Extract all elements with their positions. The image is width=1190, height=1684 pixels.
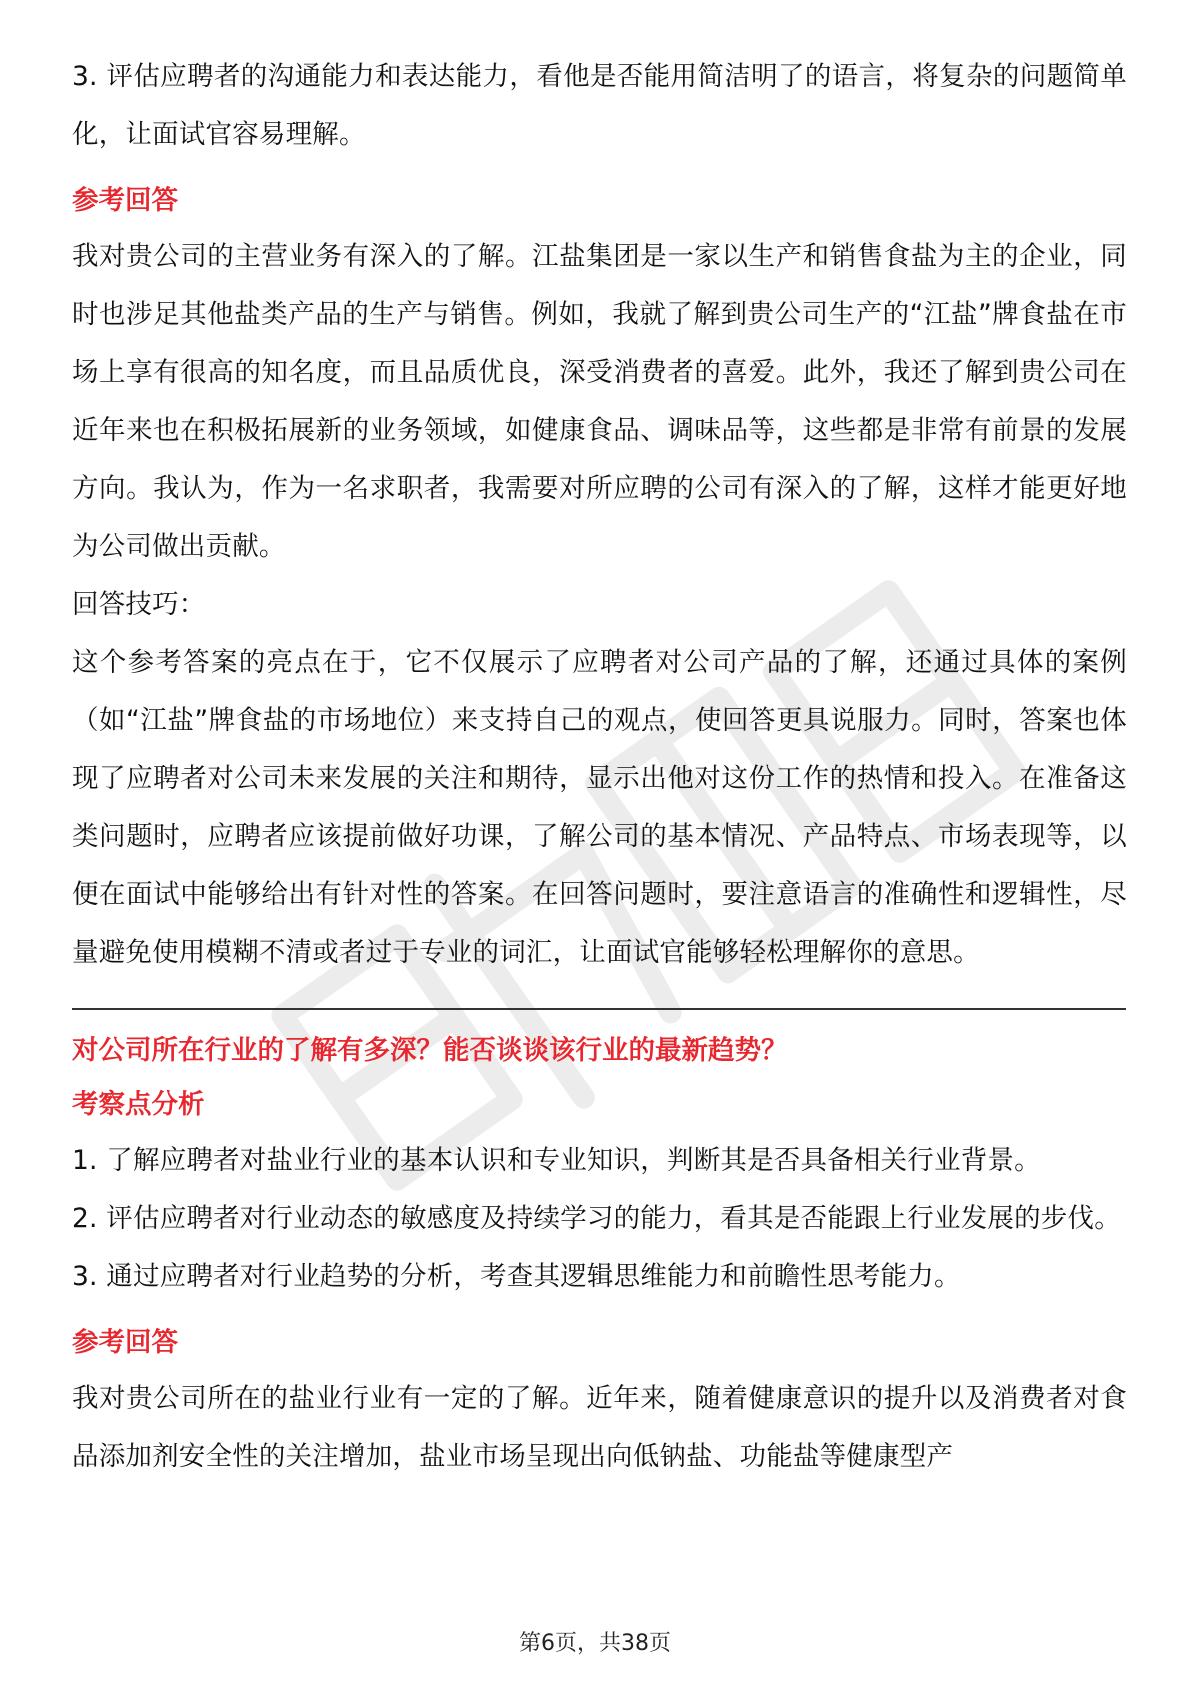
analysis-item-3: 3. 评估应聘者的沟通能力和表达能力，看他是否能用简洁明了的语言，将复杂的问题简单化，让面试官容易理解。 — [72, 61, 1127, 150]
analysis-item: 1. 了解应聘者对盐业行业的基本认识和专业知识，判断其是否具备相关行业背景。 — [72, 1145, 1041, 1176]
analysis-heading: 考察点分析 — [72, 1089, 205, 1120]
reference-answer-heading: 参考回答 — [72, 185, 178, 216]
question-heading: 对公司所在行业的了解有多深？能否谈谈该行业的最新趋势？ — [72, 1035, 788, 1066]
analysis-item: 3. 通过应聘者对行业趋势的分析，考查其逻辑思维能力和前瞻性思考能力。 — [72, 1261, 961, 1292]
page-content — [72, 48, 1127, 1486]
section-divider — [72, 1008, 1126, 1010]
page-footer: 第6页，共38页 — [519, 1631, 671, 1656]
reference-answer-text: 我对贵公司所在的盐业行业有一定的了解。近年来，随着健康意识的提升以及消费者对食品添加剂安全性的关注增加，盐业市场呈现出向低钠盐、功能盐等健康型产 — [72, 1383, 1127, 1472]
analysis-item: 2. 评估应聘者对行业动态的敏感度及持续学习的能力，看其是否能跟上行业发展的步伐。 — [72, 1203, 1121, 1234]
reference-answer-heading: 参考回答 — [72, 1327, 178, 1358]
reference-answer-text: 我对贵公司的主营业务有深入的了解。江盐集团是一家以生产和销售食盐为主的企业，同时也涉足其他盐类产品的生产与销售。例如，我就了解到贵公司生产的“江盐”牌食盐在市场上享有很高的知名度，而且品质优良，深受消费者的喜爱。此外，我还了解到贵公司在近年来也在积极拓展新的业务领域，如健康食品、调味品等，这些都是非常有前景的发展方向。我认为，作为一名求职者，我需要对所应聘的公司有深入的了解，这样才能更好地为公司做出贡献。 — [72, 241, 1127, 562]
answer-tips-text: 这个参考答案的亮点在于，它不仅展示了应聘者对公司产品的了解，还通过具体的案例（如“江盐”牌食盐的市场地位）来支持自己的观点，使回答更具说服力。同时，答案也体现了应聘者对公司未来发展的关注和期待，显示出他对这份工作的热情和投入。在准备这类问题时，应聘者应该提前做好功课，了解公司的基本情况、产品特点、市场表现等，以便在面试中能够给出有针对性的答案。在回答问题时，要注意语言的准确性和逻辑性，尽量避免使用模糊不清或者过于专业的词汇，让面试官能够轻松理解你的意思。 — [72, 647, 1127, 968]
answer-tips-label: 回答技巧： — [72, 589, 206, 620]
